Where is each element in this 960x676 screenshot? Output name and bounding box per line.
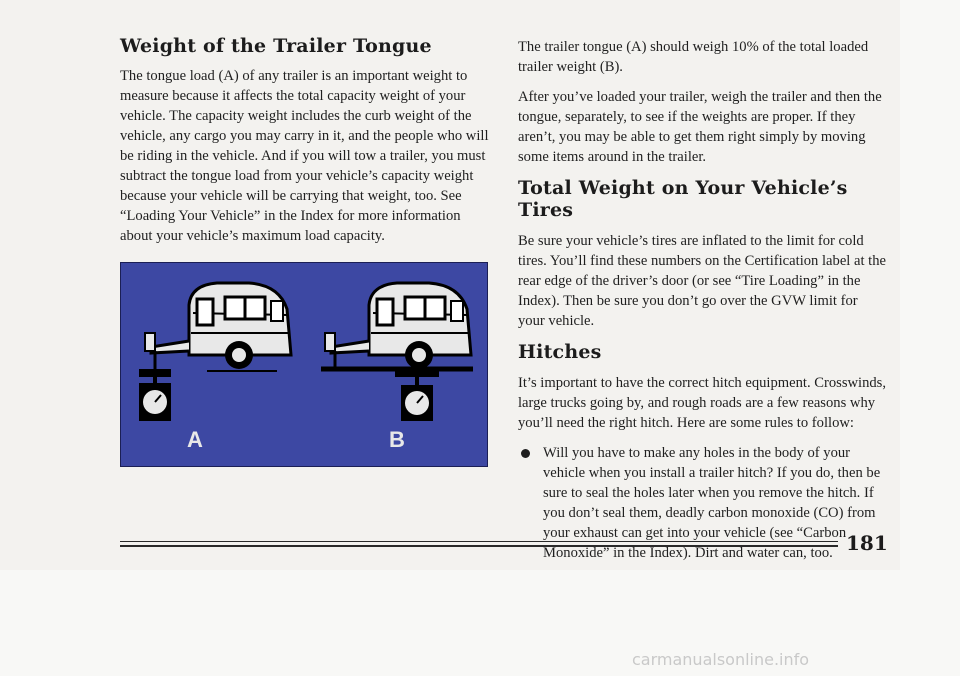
heading-total-weight-tires: Total Weight on Your Vehicle’s Tires (518, 177, 848, 221)
paragraph-hitches: It’s important to have the correct hitch equipment. Crosswinds, large trucks going by, and rough roads are a few reasons why you’ll need the right hitch. Here are some rules to follow: (518, 375, 887, 431)
label-a: A (187, 427, 203, 452)
trailer-b (321, 283, 473, 452)
footer-rule-thin (120, 541, 838, 542)
footer-rule-thick (120, 545, 838, 547)
bullet-text-holes: Will you have to make any holes in the body of your vehicle when you install a trailer hitch? If you do, then be sure to seal the holes later when you remove the hitch. If you don’t seal them, deadly carbon monoxide (CO) from your exhaust can get into your vehicle (see “Carbon Monoxide” in the Index). Dirt and water can, too. (543, 445, 881, 561)
paragraph-after-loading: After you’ve loaded your trailer, weigh the trailer and then the tongue, separately, to see if the weights are proper. If they aren’t, you may be able to get them right simply by moving some items around in the trailer. (518, 89, 882, 165)
paragraph-tires: Be sure your vehicle’s tires are inflated to the limit for cold tires. You’ll find these numbers on the Certification label at the rear edge of the driver’s door (or see “Tire Loading” in the Index). Then be sure you don’t go over the GVW limit for your vehicle. (518, 233, 887, 329)
trailer-weight-illustration (120, 262, 488, 467)
paragraph-tongue-ratio: The trailer tongue (A) should weigh 10% of the total loaded trailer weight (B). (518, 39, 869, 75)
label-b: B (389, 427, 405, 452)
bullet-dot (521, 449, 530, 458)
page-number: 181 (846, 531, 888, 555)
heading-trailer-tongue: Weight of the Trailer Tongue (120, 35, 432, 57)
left-column (120, 35, 490, 246)
bullet-item (518, 443, 888, 573)
paragraph-tongue-load: The tongue load (A) of any trailer is an important weight to measure because it affects the total capacity weight of your vehicle. The capacity weight includes the curb weight of the vehicle, any cargo you may carry in it, and the people who will be riding in the vehicle. And if you will tow a trailer, you must subtract the tongue load from your vehicle’s capacity weight because your vehicle will be carrying that weight, too. See “Loading Your Vehicle” in the Index for more information about your vehicle’s maximum load capacity. (120, 68, 489, 244)
watermark[interactable]: carmanualsonline.info (632, 650, 810, 669)
trailer-a (139, 283, 291, 452)
illustration-svg (121, 263, 487, 466)
heading-hitches: Hitches (518, 341, 602, 363)
right-column (518, 37, 888, 573)
